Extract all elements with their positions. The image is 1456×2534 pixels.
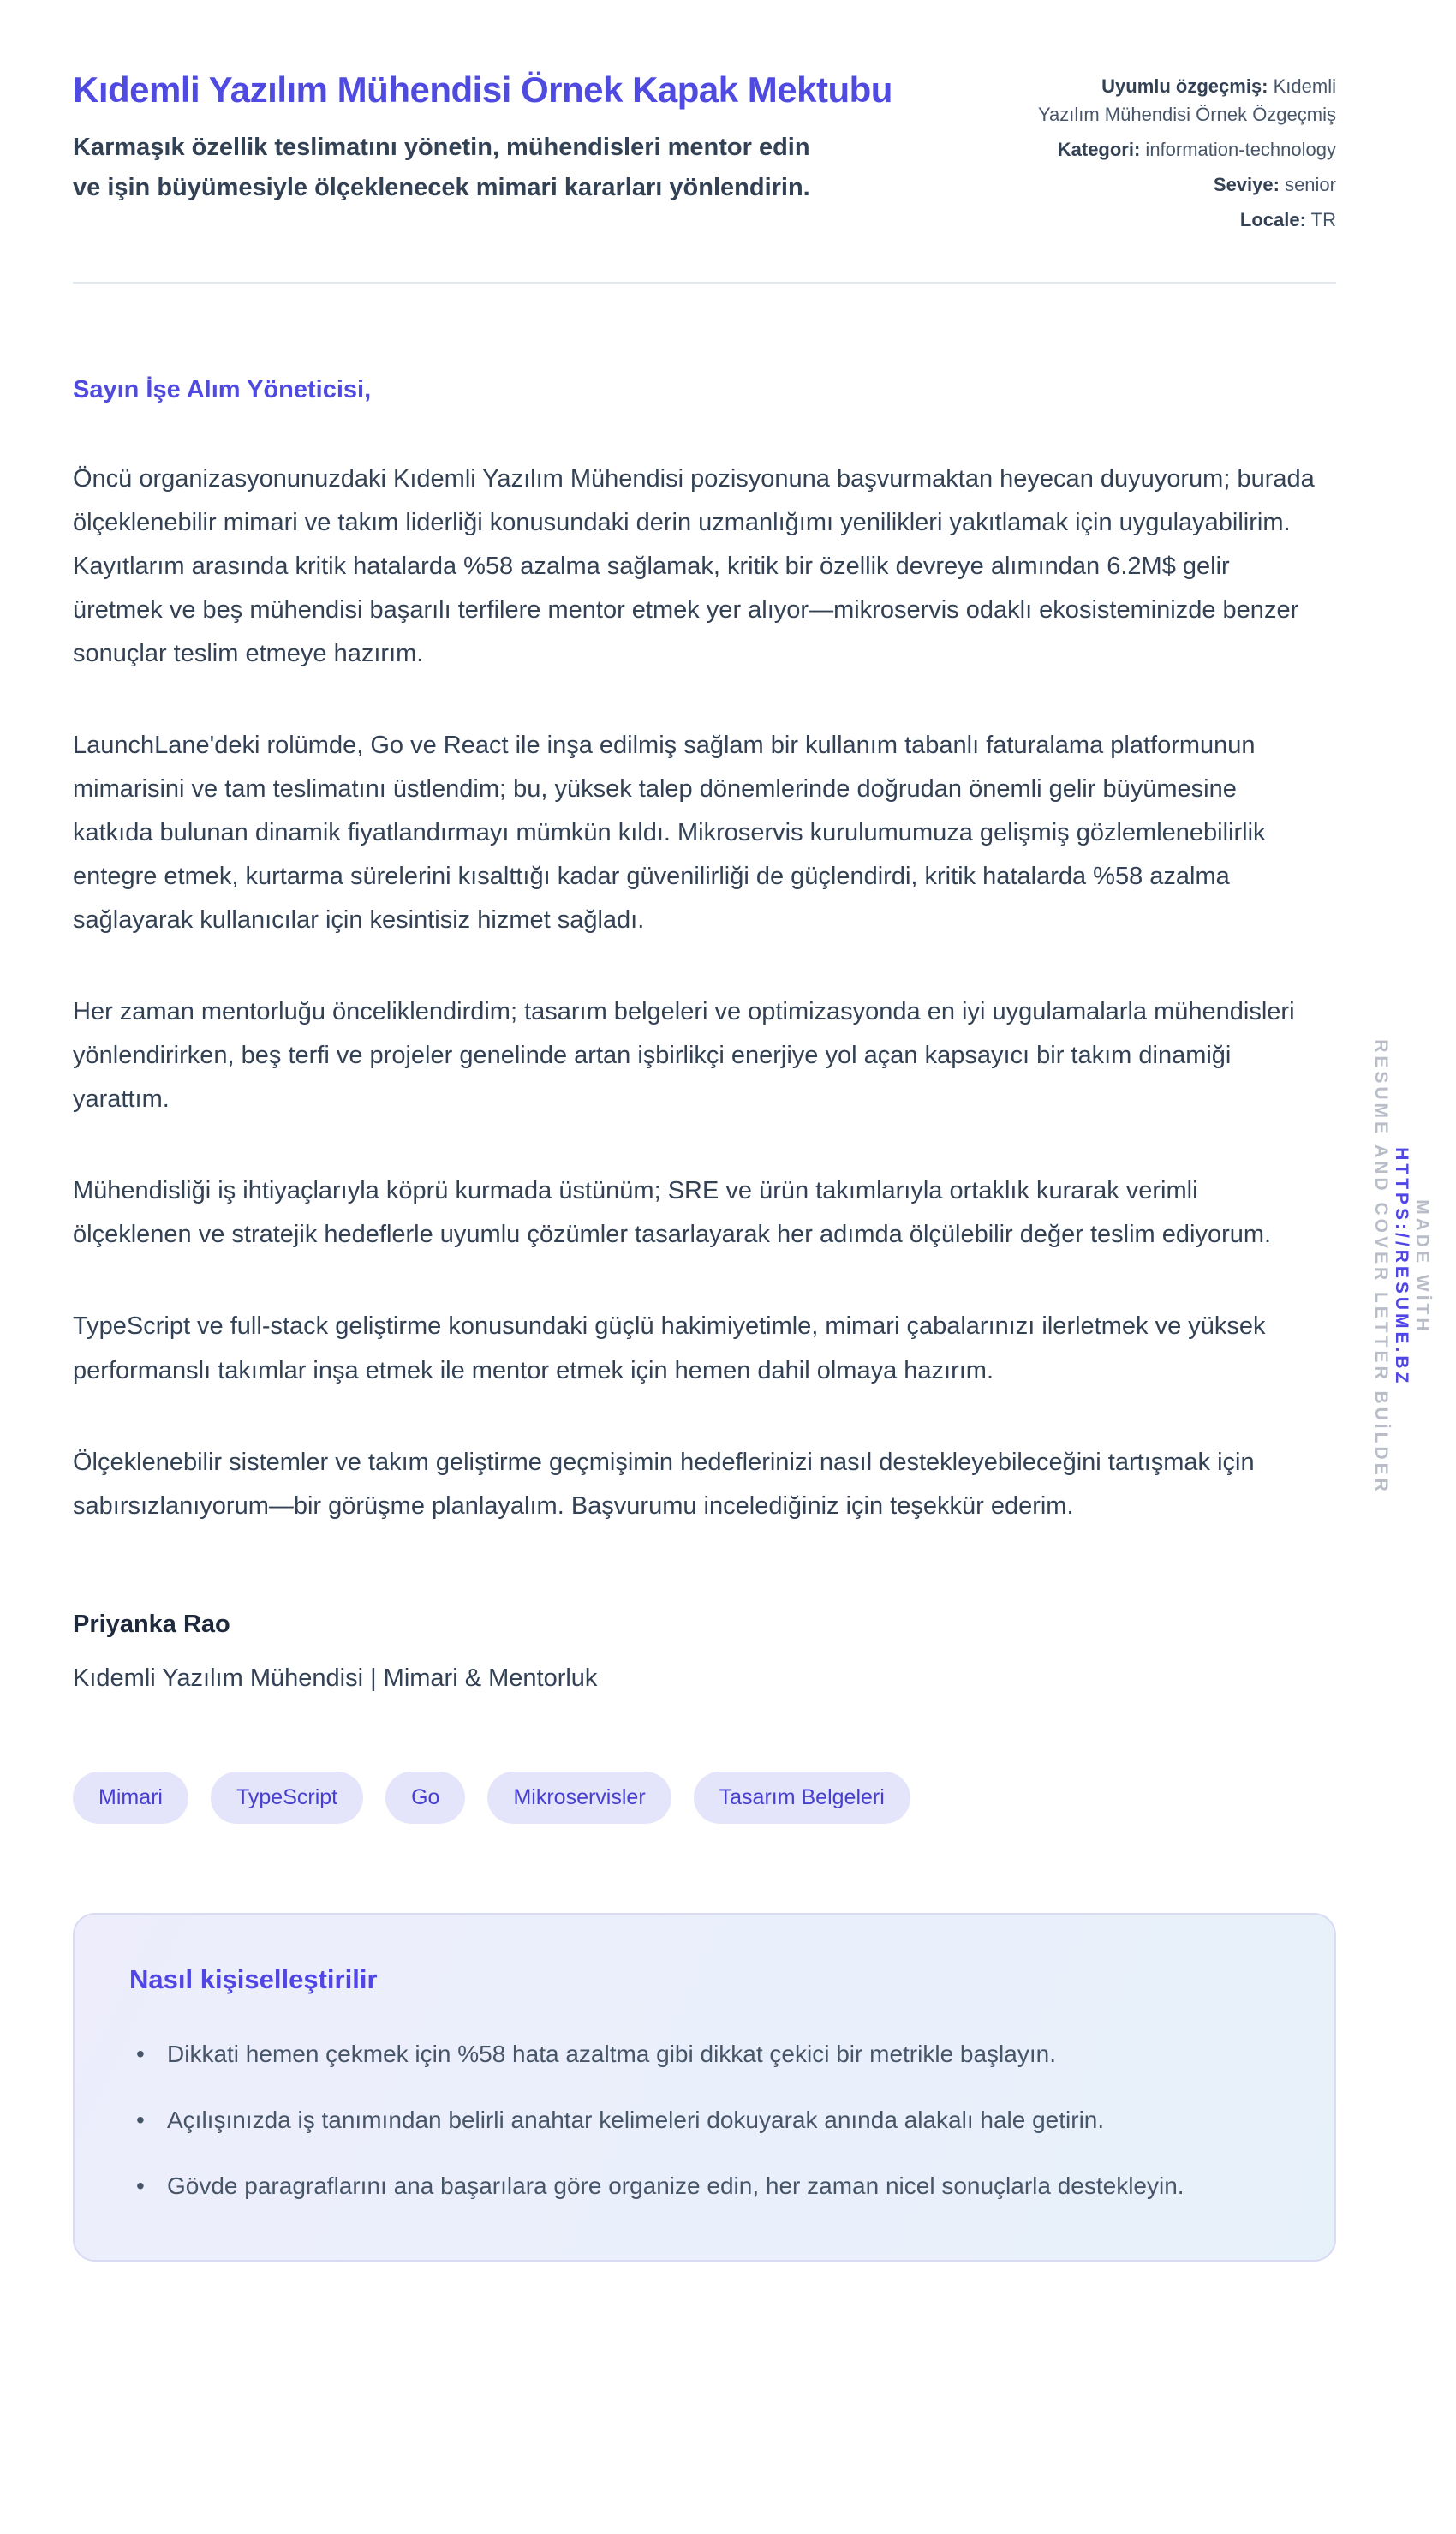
- meta-label: Locale:: [1239, 209, 1306, 230]
- tag-chip: Go: [385, 1772, 465, 1824]
- tip-item: • Dikkati hemen çekmek için %58 hata azaltma gibi dikkat çekici bir metrikle başlayın.: [129, 2033, 1243, 2075]
- tag-chip: Mimari: [73, 1772, 188, 1824]
- tag-chip: Tasarım Belgeleri: [694, 1772, 910, 1824]
- signature-name: Priyanka Rao: [73, 1610, 230, 1638]
- letter-paragraph: Her zaman mentorluğu önceliklendirdim; tasarım belgeleri ve optimizasyonda en iyi uygulamalarla mühendisleri yönlendirirken, beş terfi ve projeler genelinde artan işbirlikçi enerjiye yol açan kapsayıcı bir takım dinamiği yarattım.: [73, 998, 1295, 1114]
- header-title-block: [73, 67, 946, 209]
- tag-chip: TypeScript: [211, 1772, 363, 1824]
- page-header: [73, 67, 1336, 241]
- signature-title: Kıdemli Yazılım Mühendisi | Mimari & Mentorluk: [73, 1664, 598, 1692]
- letter-salutation: Sayın İşe Alım Yöneticisi,: [73, 376, 372, 403]
- meta-label: Uyumlu özgeçmiş:: [1101, 75, 1268, 97]
- tips-list: [129, 2033, 1280, 2207]
- side-watermark: [1370, 1039, 1432, 1495]
- watermark-prefix: MADE WİTH: [1412, 1199, 1432, 1335]
- meta-matching-resume: [1036, 72, 1336, 128]
- meta-label: Seviye:: [1213, 174, 1280, 195]
- tip-item: • Açılışınızda iş tanımından belirli anahtar kelimeleri dokuyarak anında alakalı hale getirin.: [129, 2099, 1243, 2141]
- tips-heading: Nasıl kişiselleştirilir: [129, 1963, 378, 1994]
- meta-panel: [1036, 67, 1336, 241]
- personalization-tips-card: [73, 1913, 1336, 2262]
- meta-locale: [1036, 206, 1336, 234]
- letter-paragraph: Ölçeklenebilir sistemler ve takım geliştirme geçmişimin hedeflerinizi nasıl destekleyebileceğini tartışmak için sabırsızlanıyorum—bir görüşme planlayalım. Başvurumu incelediğiniz için teşekkür ederim.: [73, 1448, 1255, 1520]
- tag-chip: Mikroservisler: [487, 1772, 671, 1824]
- letter-paragraph: LaunchLane'deki rolümde, Go ve React ile inşa edilmiş sağlam bir kullanım tabanlı faturalama platformunun mimarisini ve tam teslimatını üstlendim; bu, yüksek talep dönemlerinde doğrudan önemli gelir büyümesine katkıda bulunan dinamik fiyatlandırmayı mümkün kıldı. Mikroservis kurulumumuza gelişmiş gözlemlenebilirlik entegre etmek, kurtarma sürelerini kısalttığı kadar güvenilirliği de güçlendirdi, kritik hatalarda %58 azalma sağlayarak kullanıcılar için kesintisiz hizmet sağladı.: [73, 732, 1266, 935]
- page-title: Kıdemli Yazılım Mühendisi Örnek Kapak Mektubu: [73, 69, 892, 110]
- letter-body: [73, 376, 1336, 1693]
- page-subtitle: Karmaşık özellik teslimatını yönetin, mühendisleri mentor edin ve işin büyümesiyle ölçeklenecek mimari kararları yönlendirin.: [73, 133, 810, 202]
- meta-label: Kategori:: [1057, 139, 1141, 160]
- meta-value: senior: [1279, 174, 1336, 195]
- tip-item: • Gövde paragraflarını ana başarılara göre organize edin, her zaman nicel sonuçlarla destekleyin.: [129, 2165, 1243, 2207]
- letter-paragraph: TypeScript ve full-stack geliştirme konusundaki güçlü hakimiyetimle, mimari çabalarınızı ilerletmek ve yüksek performanslı takımlar inşa etmek ile mentor etmek için hemen dahil olmaya hazırım.: [73, 1312, 1266, 1384]
- header-divider: [73, 282, 1336, 284]
- signature-block: [73, 1611, 1336, 1693]
- watermark-suffix: RESUME AND COVER LETTER BUİLDER: [1371, 1039, 1391, 1495]
- letter-paragraph: Mühendisliği iş ihtiyaçlarıyla köprü kurmada üstünüm; SRE ve ürün takımlarıyla ortaklık kurarak verimli ölçeklenen ve stratejik hedeflerle uyumlu çözümler tasarlayarak her adımda ölçülebilir değer teslim ediyorum.: [73, 1177, 1272, 1249]
- meta-category: [1036, 135, 1336, 164]
- meta-value: Kıdemli Yazılım Mühendisi Örnek Özgeçmiş: [1037, 75, 1336, 125]
- resume-bz-link[interactable]: HTTPS://RESUME.BZ: [1392, 1147, 1411, 1387]
- keyword-tags: [73, 1772, 1336, 1824]
- meta-level: [1036, 170, 1336, 199]
- letter-paragraph: Öncü organizasyonunuzdaki Kıdemli Yazılım Mühendisi pozisyonuna başvurmaktan heyecan duyuyorum; burada ölçeklenebilir mimari ve takım liderliği konusundaki derin uzmanlığımı yenilikleri yakıtlamak için uygulayabilirim. Kayıtlarım arasında kritik hatalarda %58 azalma sağlamak, kritik bir özellik devreye alımından 6.2M$ gelir üretmek ve beş mühendisi başarılı terfilere mentor etmek yer alıyor—mikroservis odaklı ekosisteminizde benzer sonuçlar teslim etmeye hazırım.: [73, 465, 1315, 668]
- meta-value: information-technology: [1140, 139, 1336, 160]
- meta-value: TR: [1305, 209, 1336, 230]
